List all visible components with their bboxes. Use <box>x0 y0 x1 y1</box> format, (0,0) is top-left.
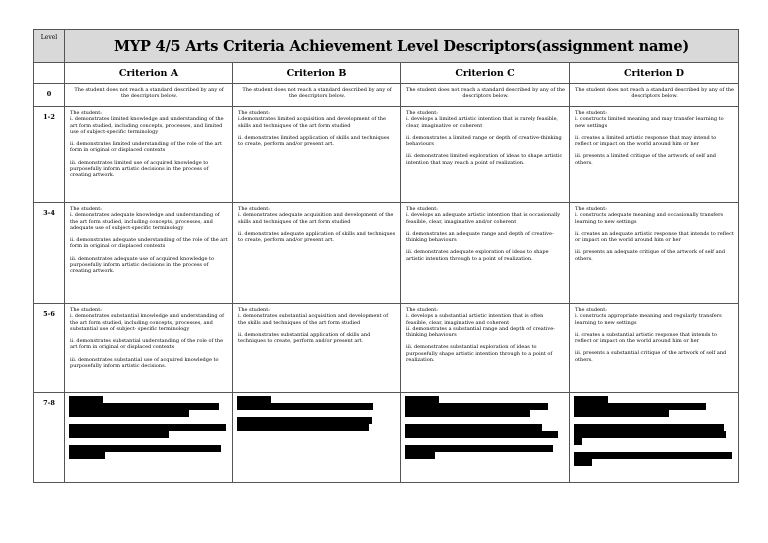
descriptor-cell-b <box>233 203 401 304</box>
level-row-3-4 <box>34 203 739 304</box>
redacted-descriptor-d <box>570 393 739 483</box>
descriptor-text: ii. demonstrates substantial understanding of the role of the art form in original or displaced contexts <box>70 338 224 351</box>
descriptor-text: ii. demonstrates limited understanding of the role of the art form in original or displaced contexts <box>70 141 222 154</box>
redaction-bar <box>405 445 553 452</box>
criterion-c-header: Criterion C <box>401 63 570 84</box>
redaction-bar <box>69 396 103 403</box>
level-row-1-2 <box>34 107 739 203</box>
descriptor-cell-d <box>570 304 739 393</box>
descriptor-cell-b <box>233 304 401 393</box>
descriptor-text: iii. demonstrates substantial use of acquired knowledge to purposefully inform artistic decisions. <box>70 356 219 370</box>
descriptor-text: The student: i. constructs limited meaning and may transfer learning to new settings <box>575 110 724 129</box>
descriptor-text: The student does not reach a standard described by any of the descriptors below. <box>242 87 392 100</box>
level-header-blank <box>34 63 65 84</box>
descriptor-cell-c <box>401 107 570 203</box>
level-label: 7-8 <box>34 393 65 483</box>
descriptor-text: The student: i. constructs appropriate meaning and regularly transfers learning to new settings <box>575 307 722 326</box>
descriptor-text: The student: i.demonstrates limited acquisition and development of the skills and techniques of the art form studied <box>238 110 386 129</box>
rubric-body <box>34 84 739 483</box>
descriptor-cell-c <box>401 203 570 304</box>
redaction-bar <box>237 424 369 431</box>
redacted-descriptor-a <box>65 393 233 483</box>
descriptor-text: ii. creates an adequate artistic response that intends to reflect or impact on the world around him or her <box>575 230 734 244</box>
descriptor-text: iii. demonstrates limited exploration of ideas to shape artistic intention that may reach a point of realization. <box>406 153 563 166</box>
redaction-bar <box>574 438 582 445</box>
descriptor-text: ii. demonstrates a limited range or depth of creative-thinking behaviours <box>406 134 562 148</box>
redaction-bar <box>574 403 706 410</box>
level-label: 0 <box>34 84 65 107</box>
descriptor-text: iii. demonstrates substantial exploration of ideas to purposefully shape artistic intention through to a point of realization. <box>406 344 553 364</box>
descriptor-text: The student does not reach a standard described by any of the descriptors below. <box>406 87 566 100</box>
descriptor-text: The student: i. demonstrates substantial acquisition and development of the skills and techniques of the art form studied <box>238 307 389 326</box>
descriptor-text: The student does not reach a standard described by any of the descriptors below. <box>575 87 735 100</box>
level-row-0 <box>34 84 739 107</box>
criterion-a-header: Criterion A <box>65 63 233 84</box>
redaction-bar <box>574 431 726 438</box>
descriptor-text: The student: i. demonstrates substantial knowledge and understanding of the art form studied, including concepts, processes, and substantial use of subject- specific terminology <box>70 307 224 332</box>
level-row-7-8 <box>34 393 739 483</box>
redaction-bar <box>405 424 542 431</box>
descriptor-cell-d <box>570 84 739 107</box>
level-label: 1-2 <box>34 107 65 203</box>
level-label: 5-6 <box>34 304 65 393</box>
redaction-bar <box>405 452 435 459</box>
redaction-bar <box>574 459 592 466</box>
descriptor-text: The student: i. develops a limited artistic intention that is rarely feasible, clear, imaginative or coherent <box>406 110 559 129</box>
redaction-bar <box>69 403 219 410</box>
page-title: MYP 4/5 Arts Criteria Achievement Level Descriptors(assignment name) <box>65 30 739 63</box>
descriptor-text: ii. demonstrates substantial application of skills and techniques to create, perform and/or present art. <box>238 331 371 345</box>
title-row <box>34 30 739 63</box>
descriptor-cell-c <box>401 84 570 107</box>
redacted-descriptor-b <box>233 393 401 483</box>
redaction-bar <box>69 424 226 431</box>
descriptor-text: ii. creates a limited artistic response that may intend to reflect or impact on the world around him or her <box>575 134 717 148</box>
descriptor-text: iii. presents a substantial critique of the artwork of self and others. <box>575 350 727 363</box>
descriptor-text: ii. demonstrates adequate application of skills and techniques to create, perform and/or present art. <box>238 230 396 244</box>
descriptor-text: iii. demonstrates adequate use of acquired knowledge to purposefully inform artistic decisions in the process of creating artwork. <box>70 255 215 275</box>
descriptor-text: The student: i. demonstrates adequate knowledge and understanding of the art form studied, including concepts, processes, and adequate use of subject-specific terminology <box>70 206 220 231</box>
descriptor-text: iii. presents a limited critique of the artwork of self and others. <box>575 153 716 166</box>
descriptor-cell-d <box>570 107 739 203</box>
redaction-bar <box>405 431 558 438</box>
descriptor-cell-a <box>65 304 233 393</box>
redaction-bar <box>237 396 271 403</box>
descriptor-text: ii. demonstrates limited application of skills and techniques to create, perform and/or present art. <box>238 134 390 148</box>
redaction-bar <box>69 431 169 438</box>
descriptor-cell-b <box>233 107 401 203</box>
descriptor-cell-c <box>401 304 570 393</box>
redaction-bar <box>237 403 373 410</box>
redaction-bar <box>237 417 372 424</box>
redaction-bar <box>574 396 608 403</box>
criterion-d-header: Criterion D <box>570 63 739 84</box>
descriptor-cell-a <box>65 84 233 107</box>
descriptor-text: The student: i. develops a substantial artistic intention that is often feasible, clear, imaginative and coherent ii. demonstrates a substantial range and depth of creative-thinking behaviours <box>406 307 555 339</box>
redaction-bar <box>69 445 221 452</box>
criteria-header-row <box>34 63 739 84</box>
redaction-bar <box>574 452 732 459</box>
descriptor-text: The student: i. develops an adequate artistic intention that is occasionally feasible, clear, imaginative and/or coherent <box>406 206 561 225</box>
descriptor-text: iii. demonstrates limited use of acquired knowledge to purposefully inform artistic decisions in the process of creating artwork. <box>70 159 209 179</box>
descriptor-text: ii. creates a substantial artistic response that intends to reflect or impact on the world around him or her <box>575 331 717 345</box>
criteria-rubric-table <box>33 29 739 483</box>
descriptor-cell-a <box>65 203 233 304</box>
criterion-b-header: Criterion B <box>233 63 401 84</box>
descriptor-cell-a <box>65 107 233 203</box>
descriptor-text: ii. demonstrates an adequate range and depth of creative-thinking behaviours <box>406 230 554 244</box>
redaction-bar <box>69 410 189 417</box>
descriptor-text: iii. presents an adequate critique of the artwork of self and others. <box>575 249 726 262</box>
level-label: 3-4 <box>34 203 65 304</box>
descriptor-text: The student: i. constructs adequate meaning and occasionally transfers learning to new settings <box>575 206 724 225</box>
redaction-bar <box>574 424 724 431</box>
level-row-5-6 <box>34 304 739 393</box>
descriptor-text: The student: i. demonstrates limited knowledge and understanding of the art form studied, including concepts, processes, and limited use of subject-specific terminology <box>70 110 224 135</box>
descriptor-text: The student does not reach a standard described by any of the descriptors below. <box>74 87 224 100</box>
redaction-bar <box>405 403 548 410</box>
redaction-bar <box>405 410 530 417</box>
descriptor-text: iii. demonstrates adequate exploration of ideas to shape artistic intention through to a point of realization. <box>406 249 549 262</box>
redacted-descriptor-c <box>401 393 570 483</box>
redaction-bar <box>574 410 669 417</box>
level-column-header: Level <box>34 30 65 63</box>
redaction-bar <box>405 396 439 403</box>
redaction-bar <box>69 452 105 459</box>
descriptor-cell-d <box>570 203 739 304</box>
descriptor-cell-b <box>233 84 401 107</box>
descriptor-text: ii. demonstrates adequate understanding of the role of the art form in original or displaced contexts <box>70 237 228 250</box>
descriptor-text: The student: i. demonstrates adequate acquisition and development of the skills and techniques of the art form studied <box>238 206 394 225</box>
